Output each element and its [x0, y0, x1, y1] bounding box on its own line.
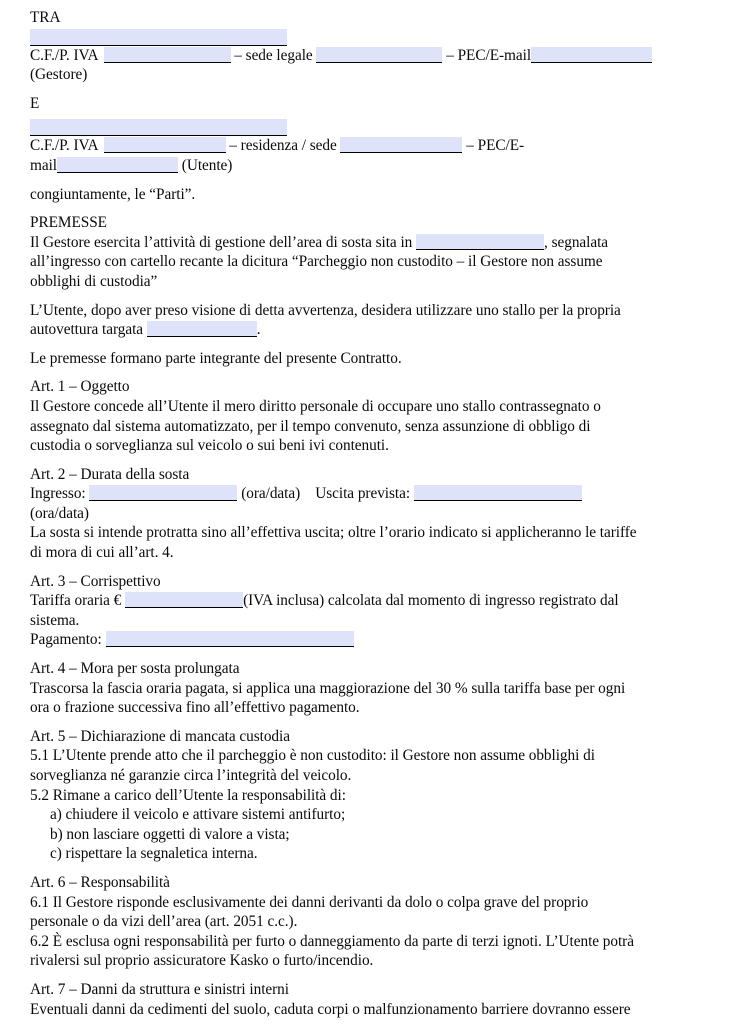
gestore-identity-line [30, 46, 728, 66]
gestore-pec-separator: – PEC/E-mail [446, 46, 532, 64]
article-5-line-1: 5.1 L’Utente prende atto che il parcheggio è non custodito: il Gestore non assume obblighi di [30, 747, 595, 765]
premesse-p1-text-after: , segnalata [544, 233, 609, 251]
article-5-sublist-item-b [30, 825, 728, 845]
e-label: E [30, 94, 40, 112]
article-5-item-c-text: c) rispettare la segnaletica interna. [50, 845, 258, 863]
premesse-paragraph-1-line-1 [30, 233, 728, 253]
premesse-p1-text-before: Il Gestore esercita l’attività di gestione dell’area di sosta sita in [30, 233, 413, 251]
gestore-name-field[interactable] [30, 29, 287, 46]
article-6-heading: Art. 6 – Responsabilità [30, 873, 170, 891]
article-5-sublist-item-a [30, 805, 728, 825]
article-5-item-a-text: a) chiudere il veicolo e attivare sistemi antifurto; [50, 806, 346, 824]
spacer [30, 340, 728, 349]
uscita-prevista-label: Uscita prevista: [315, 485, 411, 503]
premesse-paragraph-2-line-2 [30, 320, 728, 340]
tra-label: TRA [30, 9, 61, 26]
spacer [30, 85, 728, 94]
article-2-line-1: La sosta si intende protratta sino all’effettiva uscita; oltre l’orario indicato si applicheranno le tariffe [30, 524, 637, 542]
tariffa-oraria-after: (IVA inclusa) calcolata dal momento di ingresso registrato dal [243, 592, 619, 610]
parties-closing-line: congiuntamente, le “Parti”. [30, 185, 196, 203]
article-2-heading: Art. 2 – Durata della sosta [30, 465, 190, 483]
gestore-pec-email-field[interactable] [531, 47, 652, 63]
gestore-sede-separator: – sede legale [234, 46, 313, 64]
spacer [30, 563, 728, 572]
article-2-durata-row [30, 484, 728, 504]
article-5-heading: Art. 5 – Dichiarazione di mancata custodia [30, 727, 290, 745]
utente-residenza-separator: – residenza / sede [229, 137, 337, 155]
spacer [30, 650, 728, 659]
article-5-line-2: sorveglianza né garanzie circa l’integrità del veicolo. [30, 767, 352, 784]
article-3-pagamento-row [30, 630, 728, 650]
article-1-line-1: Il Gestore concede all’Utente il mero diritto personale di occupare uno stallo contrassegnato o [30, 397, 601, 415]
premesse-paragraph-1-line-2: all’ingresso con cartello recante la dicitura “Parcheggio non custodito – il Gestore non assume [30, 253, 603, 271]
article-4-line-1: Trascorsa la fascia oraria pagata, si applica una maggiorazione del 30 % sulla tariffa base per ogni [30, 679, 626, 697]
article-7-heading: Art. 7 – Danni da struttura e sinistri interni [30, 980, 289, 998]
utente-cf-piva-label: C.F./P. IVA [30, 137, 99, 155]
premesse-p2-text-before: autovettura targata [30, 321, 144, 339]
utente-cf-piva-field[interactable] [104, 137, 226, 153]
gestore-sede-legale-field[interactable] [316, 47, 442, 63]
spacer [30, 113, 728, 118]
utente-mail-line [30, 156, 728, 176]
utente-role-label: (Utente) [181, 156, 233, 174]
uscita-note: (ora/data) [30, 504, 89, 522]
article-4-line-2: ora o frazione successiva fino all’effettivo pagamento. [30, 699, 360, 717]
spacer [30, 864, 728, 873]
tariffa-oraria-label: Tariffa oraria € [30, 592, 122, 610]
gestore-cf-piva-field[interactable] [104, 47, 231, 63]
spacer [30, 176, 728, 185]
ingresso-label: Ingresso: [30, 485, 86, 503]
gestore-cf-piva-label: C.F./P. IVA [30, 46, 99, 64]
uscita-prevista-field[interactable] [414, 485, 582, 501]
ingresso-note: (ora/data) [241, 485, 301, 503]
article-5-item-b-text: b) non lasciare oggetti di valore a vista; [50, 825, 290, 843]
article-5-line-3: 5.2 Rimane a carico dell’Utente la responsabilità di: [30, 786, 346, 804]
article-6-line-1: 6.1 Il Gestore risponde esclusivamente dei danni derivanti da dolo o colpa grave del proprio [30, 893, 589, 911]
spacer [30, 204, 728, 213]
article-2-line-2: di mora di cui all’art. 4. [30, 544, 174, 562]
utente-pec-email-field[interactable] [57, 157, 178, 173]
premesse-area-sosta-field[interactable] [416, 234, 544, 250]
utente-pec-separator-cont: mail [30, 156, 57, 174]
utente-identity-line [30, 136, 728, 156]
utente-pec-separator: – PEC/E- [466, 137, 525, 155]
article-3-heading: Art. 3 – Corrispettivo [30, 572, 161, 590]
pagamento-label: Pagamento: [30, 631, 102, 649]
spacer [30, 456, 728, 465]
article-7-line-1: Eventuali danni da cedimenti del suolo, caduta corpi o malfunzionamento barriere dovranno essere [30, 1000, 631, 1018]
gestore-role-label: (Gestore) [30, 66, 88, 84]
tariffa-oraria-field[interactable] [125, 592, 243, 608]
premesse-heading: PREMESSE [30, 214, 107, 232]
article-6-line-2: personale o da vizi dell’area (art. 2051 c.c.). [30, 913, 298, 931]
premesse-targa-field[interactable] [147, 321, 257, 337]
premesse-paragraph-2-line-1: L’Utente, dopo aver preso visione di detta avvertenza, desidera utilizzare uno stallo per la propria [30, 301, 621, 319]
utente-residenza-sede-field[interactable] [340, 137, 462, 153]
pagamento-field[interactable] [106, 631, 354, 647]
premesse-p2-text-after: . [256, 321, 261, 339]
article-3-line-2: sistema. [30, 611, 80, 629]
article-1-line-2: assegnato dal sistema automatizzato, per il tempo convenuto, senza assunzione di obbligo di [30, 417, 591, 435]
spacer [30, 292, 728, 301]
article-6-line-4: rivalersi sul proprio assicuratore Kasko o furto/incendio. [30, 952, 374, 970]
article-4-heading: Art. 4 – Mora per sosta prolungata [30, 660, 240, 678]
utente-name-field[interactable] [30, 119, 287, 136]
article-1-heading: Art. 1 – Oggetto [30, 378, 130, 396]
article-5-sublist-item-c [30, 844, 728, 864]
article-3-tariffa-row [30, 591, 728, 611]
spacer [30, 718, 728, 727]
spacer [30, 368, 728, 377]
premesse-paragraph-1-line-3: obblighi di custodia” [30, 272, 158, 290]
ingresso-field[interactable] [89, 485, 237, 501]
premesse-paragraph-3: Le premesse formano parte integrante del presente Contratto. [30, 349, 402, 367]
spacer [30, 971, 728, 980]
article-1-line-3: custodia o sorveglianza sul veicolo o sui beni ivi contenuti. [30, 437, 389, 455]
article-6-line-3: 6.2 È esclusa ogni responsabilità per furto o danneggiamento da parte di terzi ignoti. L’Utente potrà [30, 932, 634, 950]
